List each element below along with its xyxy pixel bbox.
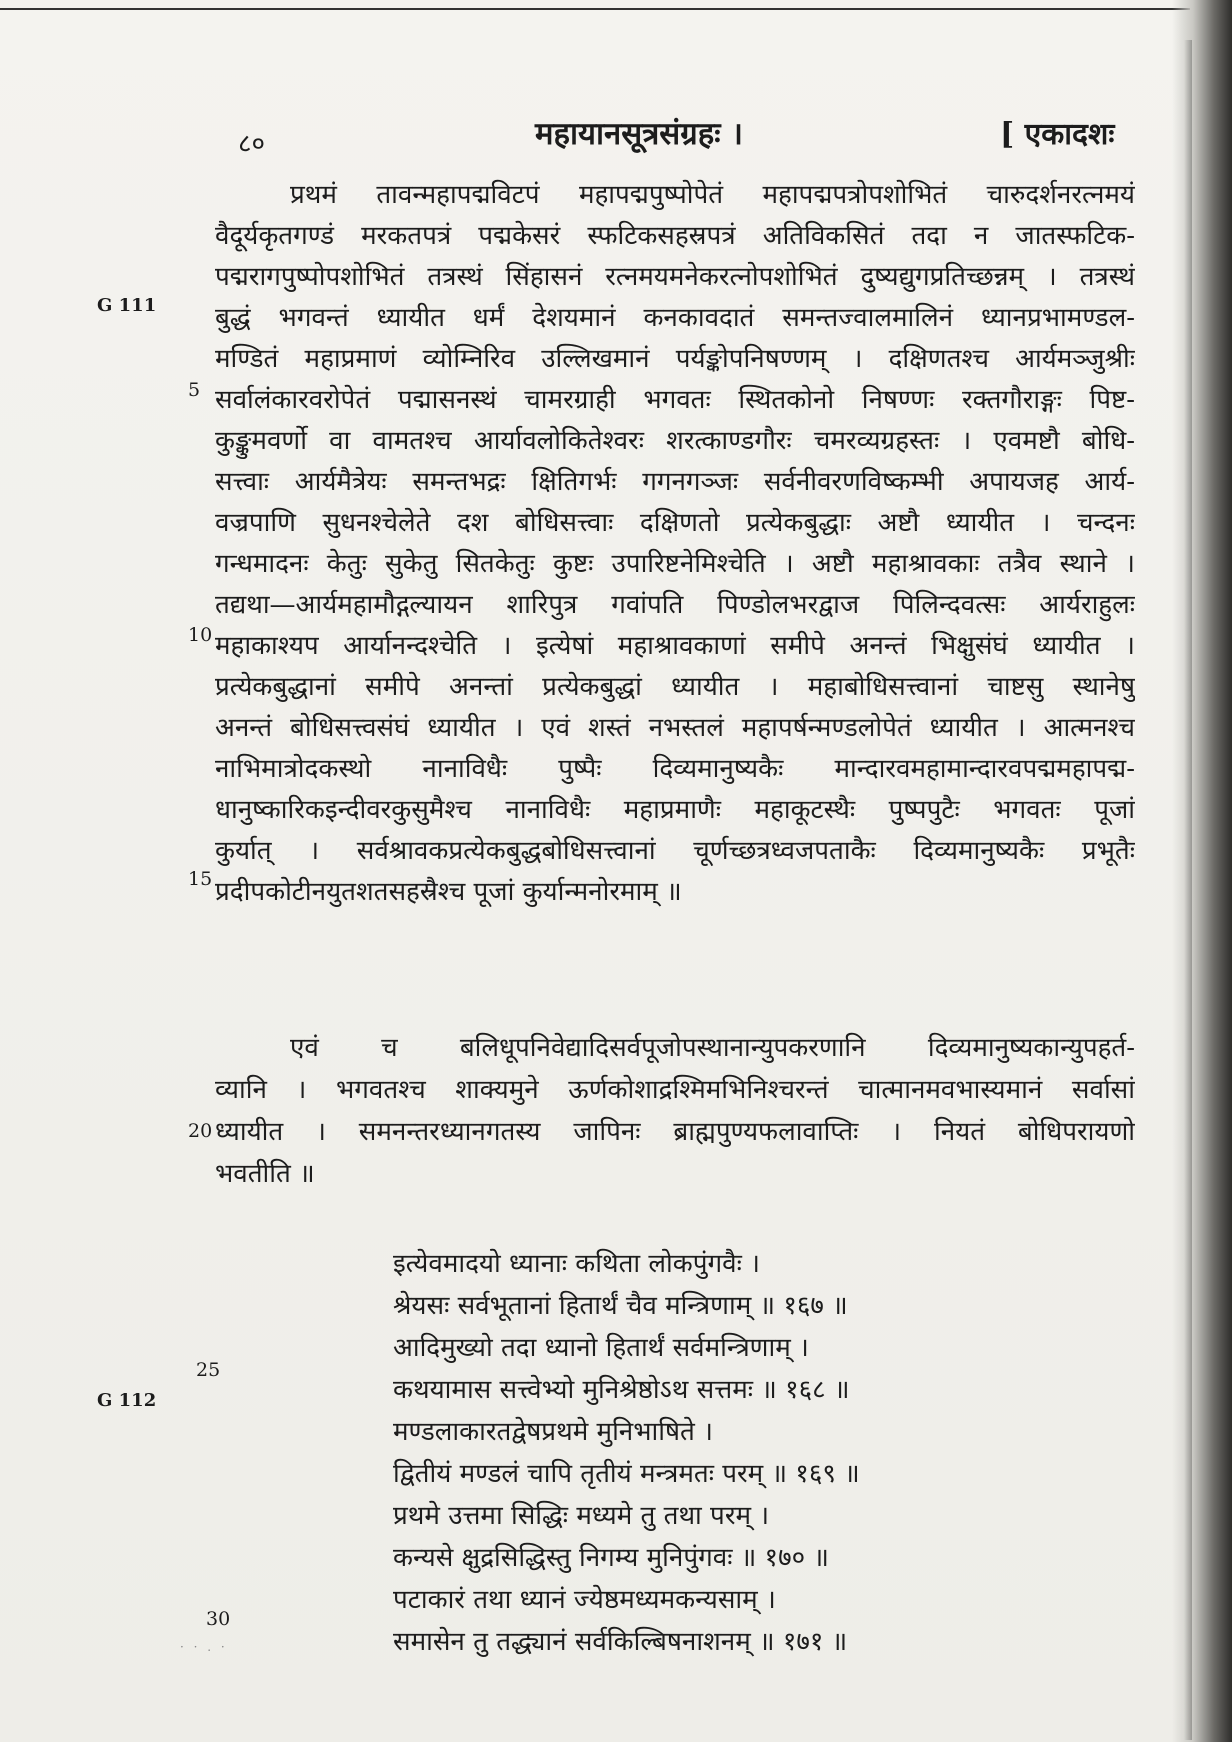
prose-line: तद्यथा—आर्यमहामौद्गल्यायन शारिपुत्र गवांपति पिण्डोलभरद्वाज पिलिन्दवत्सः आर्यराहुलः [215,590,1135,620]
running-title: महायानसूत्रसंग्रहः । [535,116,744,152]
prose-line: वैदूर्यकृतगण्डं मरकतपत्रं पद्मकेसरं स्फटिकसहस्रपत्रं अतिविकसितं तदा न जातस्फटिक- [215,221,1135,251]
verse-line: इत्येवमादयो ध्यानाः कथिता लोकपुंगवैः । [393,1249,760,1279]
prose-line: अनन्तं बोधिसत्त्वसंघं ध्यायीत । एवं शस्तं नभस्तलं महापर्षन्मण्डलोपेतं ध्यायीत । आत्मनश्च [215,713,1135,743]
top-rule [0,8,1190,10]
prose-line: प्रदीपकोटीनयुतशतसहस्रैश्च पूजां कुर्यान्मनोरमाम् ॥ [215,877,682,907]
book-spine-shadow [1172,0,1232,1742]
prose-line: ध्यायीत । समनन्तरध्यानगतस्य जापिनः ब्राह्मपुण्यफलावाप्तिः । नियतं बोधिपरायणो [215,1117,1135,1147]
line-number-5: 5 [188,379,201,401]
margin-ref-g111: G 111 [97,295,157,316]
prose-line: धानुष्कारिकइन्दीवरकुसुमैश्च नानाविधैः महाप्रमाणैः महाकूटस्थैः पुष्पपुटैः भगवतः पूजां [215,795,1135,825]
prose-line: प्रथमं तावन्महापद्मविटपं महापद्मपुष्पोपेतं महापद्मपत्रोपशोभितं चारुदर्शनरत्नमयं [290,180,1135,210]
prose-line: बुद्धं भगवन्तं ध्यायीत धर्मं देशयमानं कनकावदातं समन्तज्वालमालिनं ध्यानप्रभामण्डल- [215,303,1135,333]
line-number-20: 20 [188,1120,213,1142]
chapter-label: [ एकादशः [1000,117,1115,152]
prose-line: पद्मरागपुष्पोपशोभितं तत्रस्थं सिंहासनं रत्नमयमनेकरत्नोपशोभितं दुष्यद्युगप्रतिच्छन्नम् । तत्रस्थं [215,262,1135,292]
verse-line: श्रेयसः सर्वभूतानां हितार्थं चैव मन्त्रिणाम् ॥ १६७ ॥ [393,1291,848,1321]
prose-line: कुर्यात् । सर्वश्रावकप्रत्येकबुद्धबोधिसत्त्वानां चूर्णच्छत्रध्वजपताकैः दिव्यमानुष्यकैः प्रभूतैः [215,836,1135,866]
verse-line: पटाकारं तथा ध्यानं ज्येष्ठमध्यमकन्यसाम् । [393,1585,776,1615]
verse-line: द्वितीयं मण्डलं चापि तृतीयं मन्त्रमतः परम् ॥ १६९ ॥ [393,1459,860,1489]
page-header [0,112,1232,159]
verse-line: प्रथमे उत्तमा सिद्धिः मध्यमे तु तथा परम् । [393,1501,770,1531]
verse-line: समासेन तु तद्ध्यानं सर्वकिल्बिषनाशनम् ॥ १७१ ॥ [393,1627,848,1657]
gutter-shadow [1184,40,1192,1740]
verse-line: कन्यसे क्षुद्रसिद्धिस्तु निगम्य मुनिपुंगवः ॥ १७० ॥ [393,1543,829,1573]
verse-line: मण्डलाकारतद्वेषप्रथमे मुनिभाषिते । [393,1417,713,1447]
line-number-15: 15 [188,868,213,890]
prose-line: मण्डितं महाप्रमाणं व्योम्निरिव उल्लिखमानं पर्यङ्कोपनिषण्णम् । दक्षिणतश्च आर्यमञ्जुश्रीः [215,344,1135,374]
prose-line: व्यानि । भगवतश्च शाक्यमुने ऊर्णकोशाद्रश्मिमभिनिश्चरन्तं चात्मानमवभास्यमानं सर्वासां [215,1075,1135,1105]
prose-line: प्रत्येकबुद्धानां समीपे अनन्तां प्रत्येकबुद्धां ध्यायीत । महाबोधिसत्त्वानां चाष्टसु स्थानेषु [215,672,1135,702]
prose-line: गन्धमादनः केतुः सुकेतु सितकेतुः कुष्टः उपारिष्टनेमिश्चेति । अष्टौ महाश्रावकाः तत्रैव स्थाने । [215,549,1135,579]
prose-line: महाकाश्यप आर्यानन्दश्चेति । इत्येषां महाश्रावकाणां समीपे अनन्तं भिक्षुसंघं ध्यायीत । [215,631,1135,661]
prose-line: कुङ्कुमवर्णो वा वामतश्च आर्यावलोकितेश्वरः शरत्काण्डगौरः चमरव्यग्रहस्तः । एवमष्टौ बोधि- [215,426,1135,456]
prose-line: वज्रपाणि सुधनश्चेलेते दश बोधिसत्त्वाः दक्षिणतो प्रत्येकबुद्धाः अष्टौ ध्यायीत । चन्दनः [215,508,1135,538]
margin-ref-g112: G 112 [97,1390,157,1411]
prose-line: सर्वालंकारवरोपेतं पद्मासनस्थं चामरग्राही भगवतः स्थितकोनो निषण्णः रक्तगौराङ्गः पिष्ट- [215,385,1135,415]
scan-noise: · · . · [180,1640,228,1654]
prose-line: एवं च बलिधूपनिवेद्यादिसर्वपूजोपस्थानान्युपकरणानि दिव्यमानुष्यकान्युपहर्त- [290,1033,1135,1063]
prose-line: भवतीति ॥ [215,1159,315,1189]
prose-line: सत्त्वाः आर्यमैत्रेयः समन्तभद्रः क्षितिगर्भः गगनगञ्जः सर्वनीवरणविष्कम्भी अपायजह आर्य- [215,467,1135,497]
verse-line: आदिमुख्यो तदा ध्यानो हितार्थं सर्वमन्त्रिणाम् । [393,1333,809,1363]
line-number-25: 25 [196,1359,221,1381]
page-number: ८० [238,129,266,159]
line-number-10: 10 [188,624,213,646]
verse-line: कथयामास सत्त्वेभ्यो मुनिश्रेष्ठोऽथ सत्तमः ॥ १६८ ॥ [393,1375,850,1405]
prose-line: नाभिमात्रोदकस्थो नानाविधैः पुष्पैः दिव्यमानुष्यकैः मान्दारवमहामान्दारवपद्ममहापद्म- [215,754,1135,784]
line-number-30: 30 [206,1608,231,1630]
